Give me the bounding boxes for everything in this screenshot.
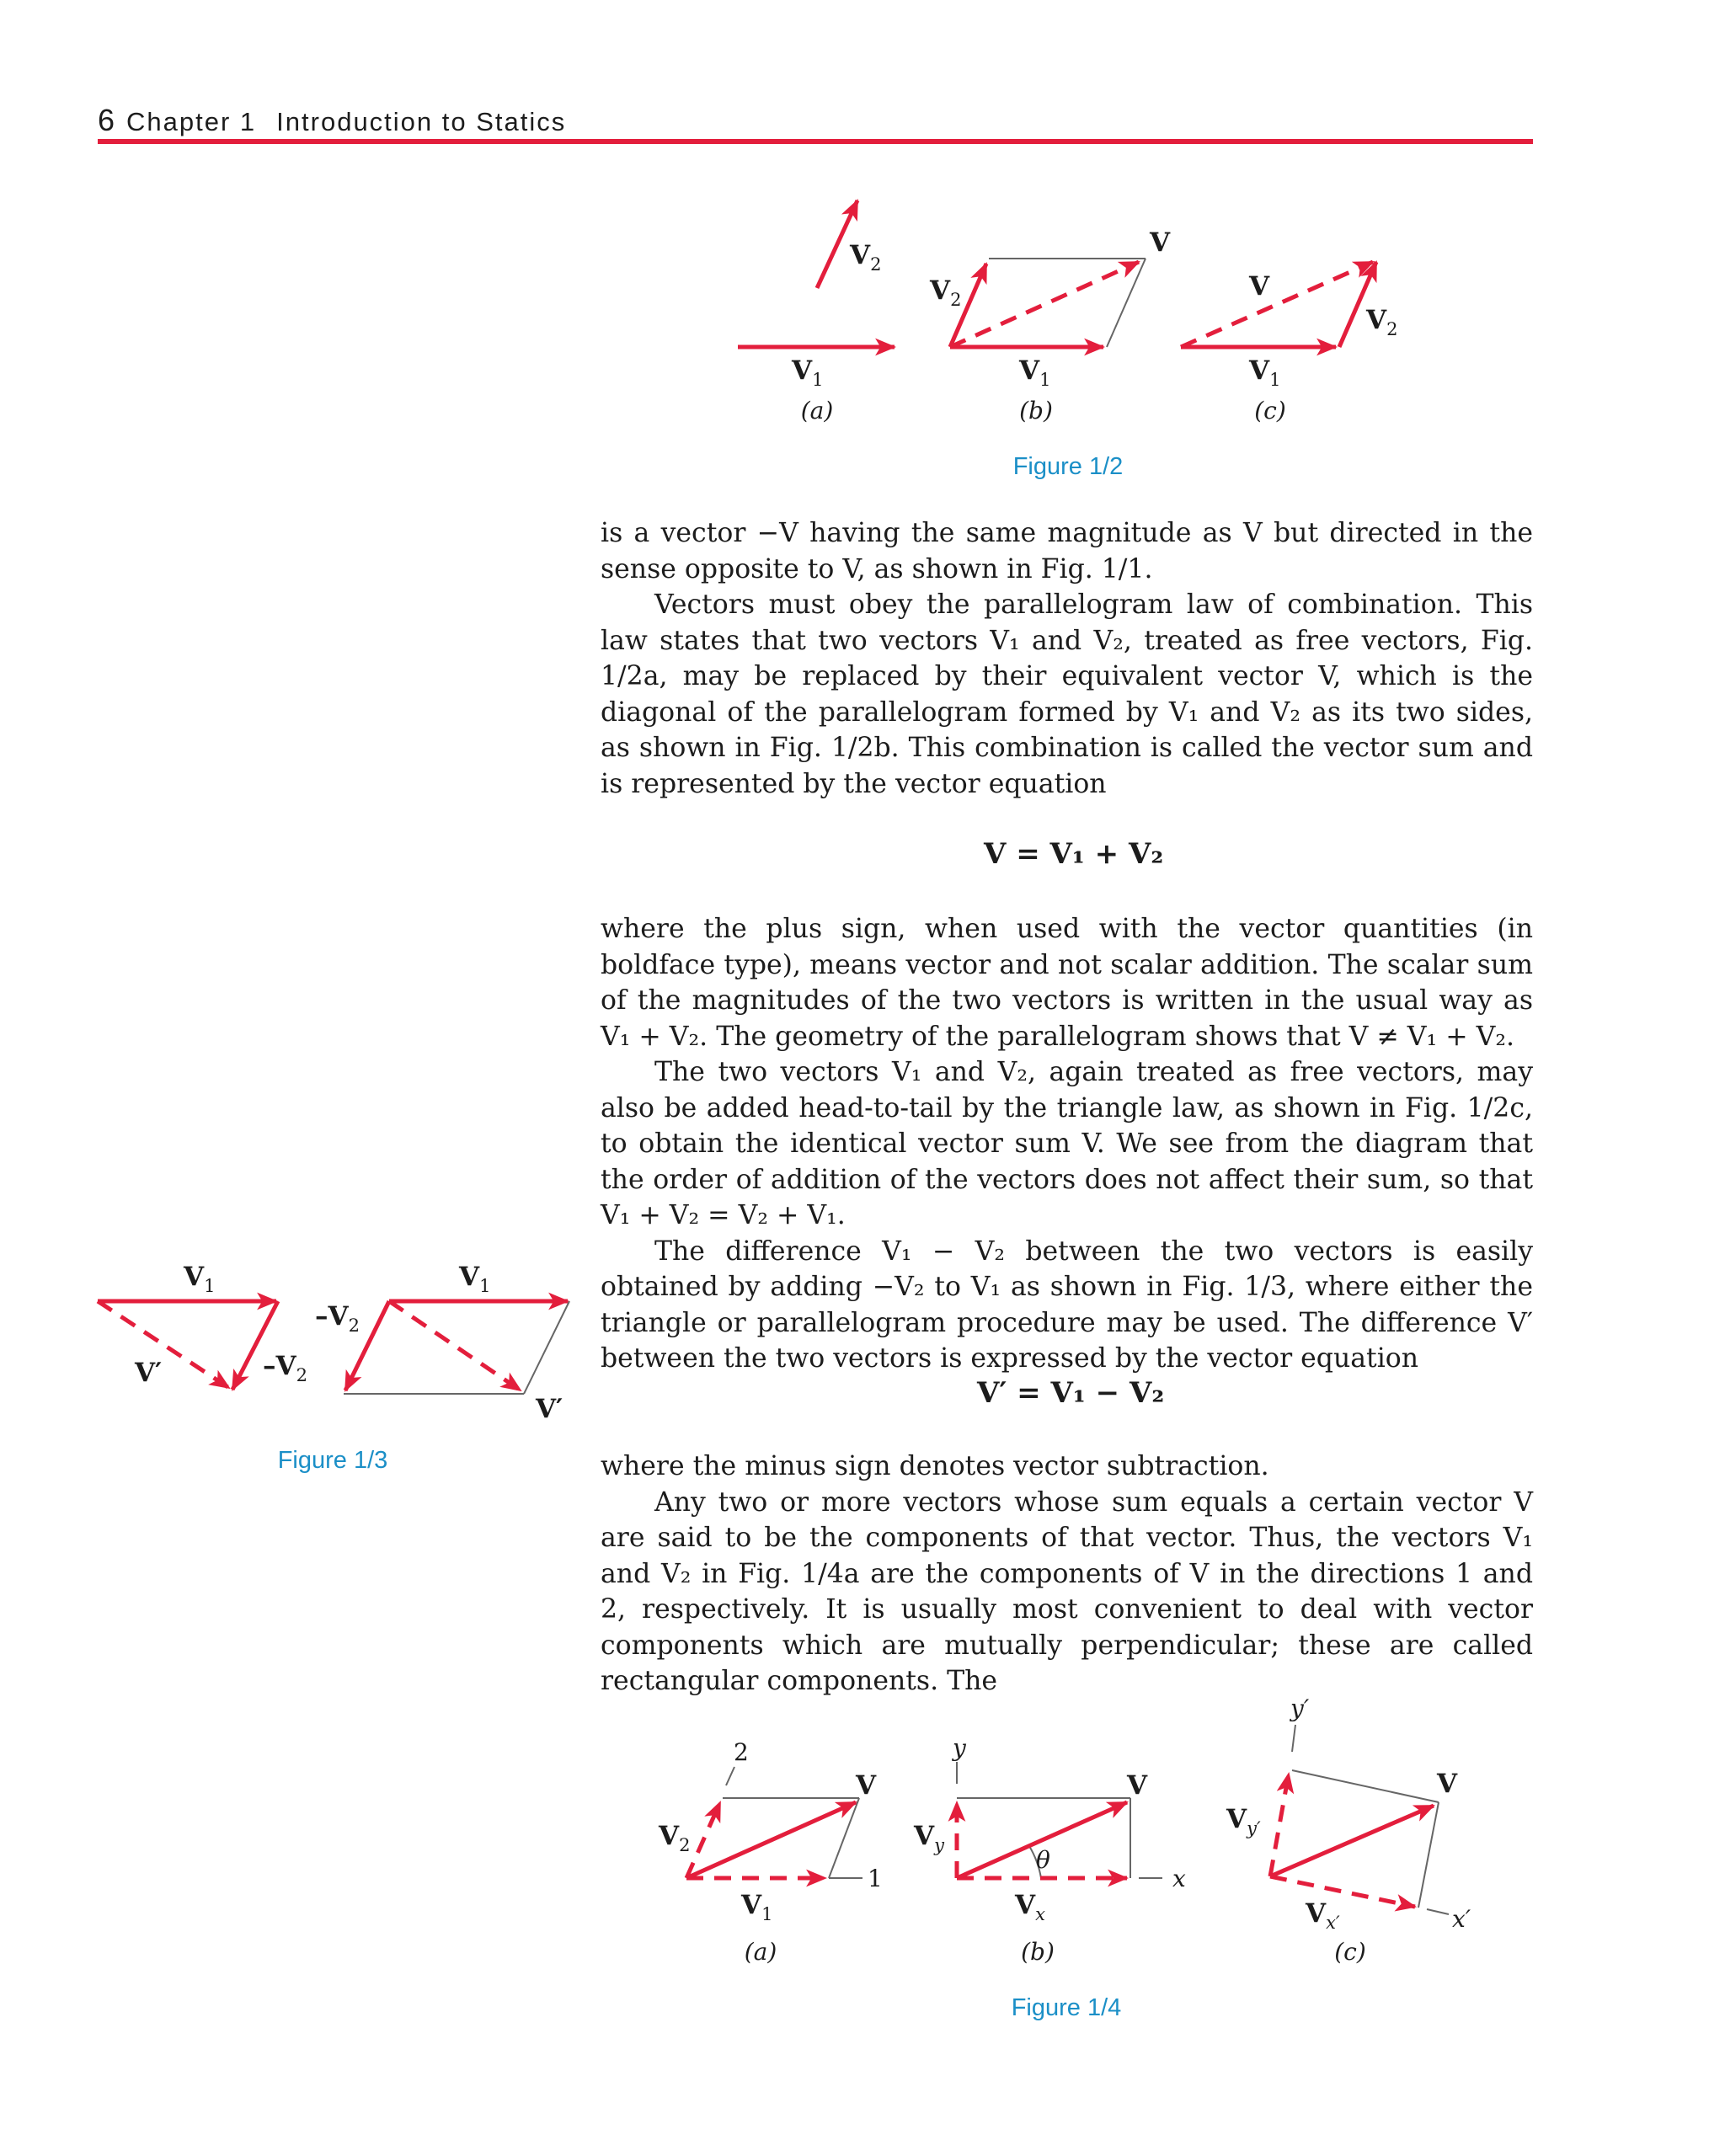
- fig14a-axis-1: 1: [868, 1865, 883, 1892]
- body-text-block-2: [601, 911, 1533, 1377]
- page-number: 6: [98, 103, 115, 137]
- figure-1-4a: [658, 1738, 883, 1966]
- equation-vector-difference: V′ = V₁ − V₂: [977, 1376, 1165, 1410]
- fig14c-vxprime-label: $V_{x'}$: [1306, 1898, 1340, 1933]
- fig14c-v-label: V: [1437, 1769, 1458, 1799]
- fig14b-theta: θ: [1036, 1846, 1050, 1874]
- fig14a-v2-label: $V_2$: [659, 1821, 691, 1855]
- paragraph-2: Vectors must obey the parallelogram law of combination. This law states that two vectors V₁ and V₂, treated as free vectors, Fig. 1/2a, may be replaced by their equivalent vector V, which is the diagonal of the parallelogram formed by V₁ and V₂ as its two sides, as shown in Fig. 1/2b. This combination is called the vector sum and is represented by the vector equation: [601, 590, 1533, 799]
- chapter-title: Introduction to Statics: [276, 107, 567, 136]
- fig12c-v1-label: $V_1$: [1249, 355, 1281, 390]
- fig13-negv2-label-a: $-V_2$: [263, 1351, 307, 1385]
- paragraph-5: The difference V₁ − V₂ between the two vectors is easily obtained by adding −V₂ to V₁ as shown in Fig. 1/3, where either the triangle or parallelogram procedure may be used. The difference V′ between the two vectors is expressed by the vector equation: [601, 1235, 1533, 1374]
- figure-1-2c: [1181, 262, 1397, 424]
- fig14a-v1-label: $V_1$: [741, 1890, 773, 1924]
- fig12b-v2-label: $V_2$: [930, 275, 962, 310]
- fig14b-y-axis: y: [953, 1734, 966, 1762]
- figure-1-4-caption: Figure 1/4: [1011, 1994, 1122, 2021]
- figure-1-2b: [929, 227, 1171, 424]
- fig12-panel-b: (b): [1019, 397, 1053, 424]
- figure-1-3-triangle: [98, 1262, 307, 1390]
- fig13-negv2-label-b: $-V_2$: [315, 1301, 360, 1336]
- fig14c-vyprime-label: $V_{y'}$: [1226, 1804, 1261, 1838]
- fig13-vprime-label-b: V′: [536, 1394, 563, 1424]
- fig13-v1-label-a: $V_1$: [184, 1262, 216, 1296]
- paragraph-7: Any two or more vectors whose sum equals a certain vector V are said to be the components of that vector. Thus, the vectors V₁ and V₂ in Fig. 1/4a are the components of V in the directions 1 and 2, respectively. It is usually most convenient to deal with vector components which are mutually perpendicular; these are called rectangular components. The: [601, 1486, 1533, 1696]
- fig12a-v2-label: $V_2$: [850, 240, 882, 275]
- paragraph-4: The two vectors V₁ and V₂, again treated as free vectors, may also be added head-to-tail by the triangle law, as shown in Fig. 1/2c, to obtain the identical vector sum V. We see from the diagram that the order of addition of the vectors does not affect their sum, so that V₁ + V₂ = V₂ + V₁.: [601, 1057, 1533, 1230]
- figure-1-4c: [1226, 1694, 1471, 1966]
- fig14a-axis-2: 2: [734, 1738, 749, 1766]
- chapter-label: Chapter 1: [126, 107, 257, 136]
- fig14-panel-b: (b): [1021, 1938, 1055, 1966]
- paragraph-6: where the minus sign denotes vector subtraction.: [601, 1451, 1269, 1481]
- figure-1-2a: [738, 200, 895, 424]
- equation-vector-sum: V = V₁ + V₂: [984, 837, 1164, 871]
- fig12c-v2-label: $V_2$: [1366, 305, 1398, 339]
- fig12-panel-c: (c): [1254, 397, 1286, 424]
- fig14b-vx-label: $V_x$: [1015, 1890, 1045, 1924]
- body-text-block-3: [601, 1449, 1533, 1700]
- paragraph-3: where the plus sign, when used with the vector quantities (in boldface type), means vector and not scalar addition. The scalar sum of the magnitudes of the two vectors is written in the usual way as V₁ + V₂. The geometry of the parallelogram shows that V ≠ V₁ + V₂.: [601, 914, 1533, 1052]
- fig12a-v1-label: $V_1$: [792, 355, 824, 390]
- fig14c-xprime-axis: x′: [1452, 1905, 1471, 1933]
- fig14-panel-a: (a): [744, 1938, 777, 1966]
- paragraph-1: is a vector −V having the same magnitude as V but directed in the sense opposite to V, as shown in Fig. 1/1.: [601, 518, 1533, 584]
- figure-1-2-caption: Figure 1/2: [1012, 453, 1124, 480]
- fig12-panel-a: (a): [800, 397, 834, 424]
- fig13-vprime-label-a: V′: [135, 1358, 163, 1388]
- fig14c-yprime-axis: y′: [1290, 1694, 1310, 1722]
- fig12b-v1-label: $V_1$: [1019, 355, 1051, 390]
- body-text-block-1: [601, 515, 1533, 802]
- fig14-panel-c: (c): [1334, 1938, 1366, 1966]
- fig13-v1-label-b: $V_1$: [459, 1262, 491, 1296]
- fig14b-v-label: V: [1127, 1770, 1148, 1801]
- fig14b-vy-label: $V_y$: [914, 1821, 944, 1855]
- fig14b-x-axis: x: [1172, 1865, 1186, 1892]
- figure-1-3-parallelogram: [315, 1262, 569, 1424]
- figure-1-3-caption: Figure 1/3: [277, 1447, 388, 1474]
- fig12c-v-label: V: [1249, 271, 1270, 302]
- figure-1-4b: [913, 1734, 1186, 1966]
- fig14a-v-label: V: [856, 1770, 877, 1801]
- fig12b-v-label: V: [1150, 227, 1171, 258]
